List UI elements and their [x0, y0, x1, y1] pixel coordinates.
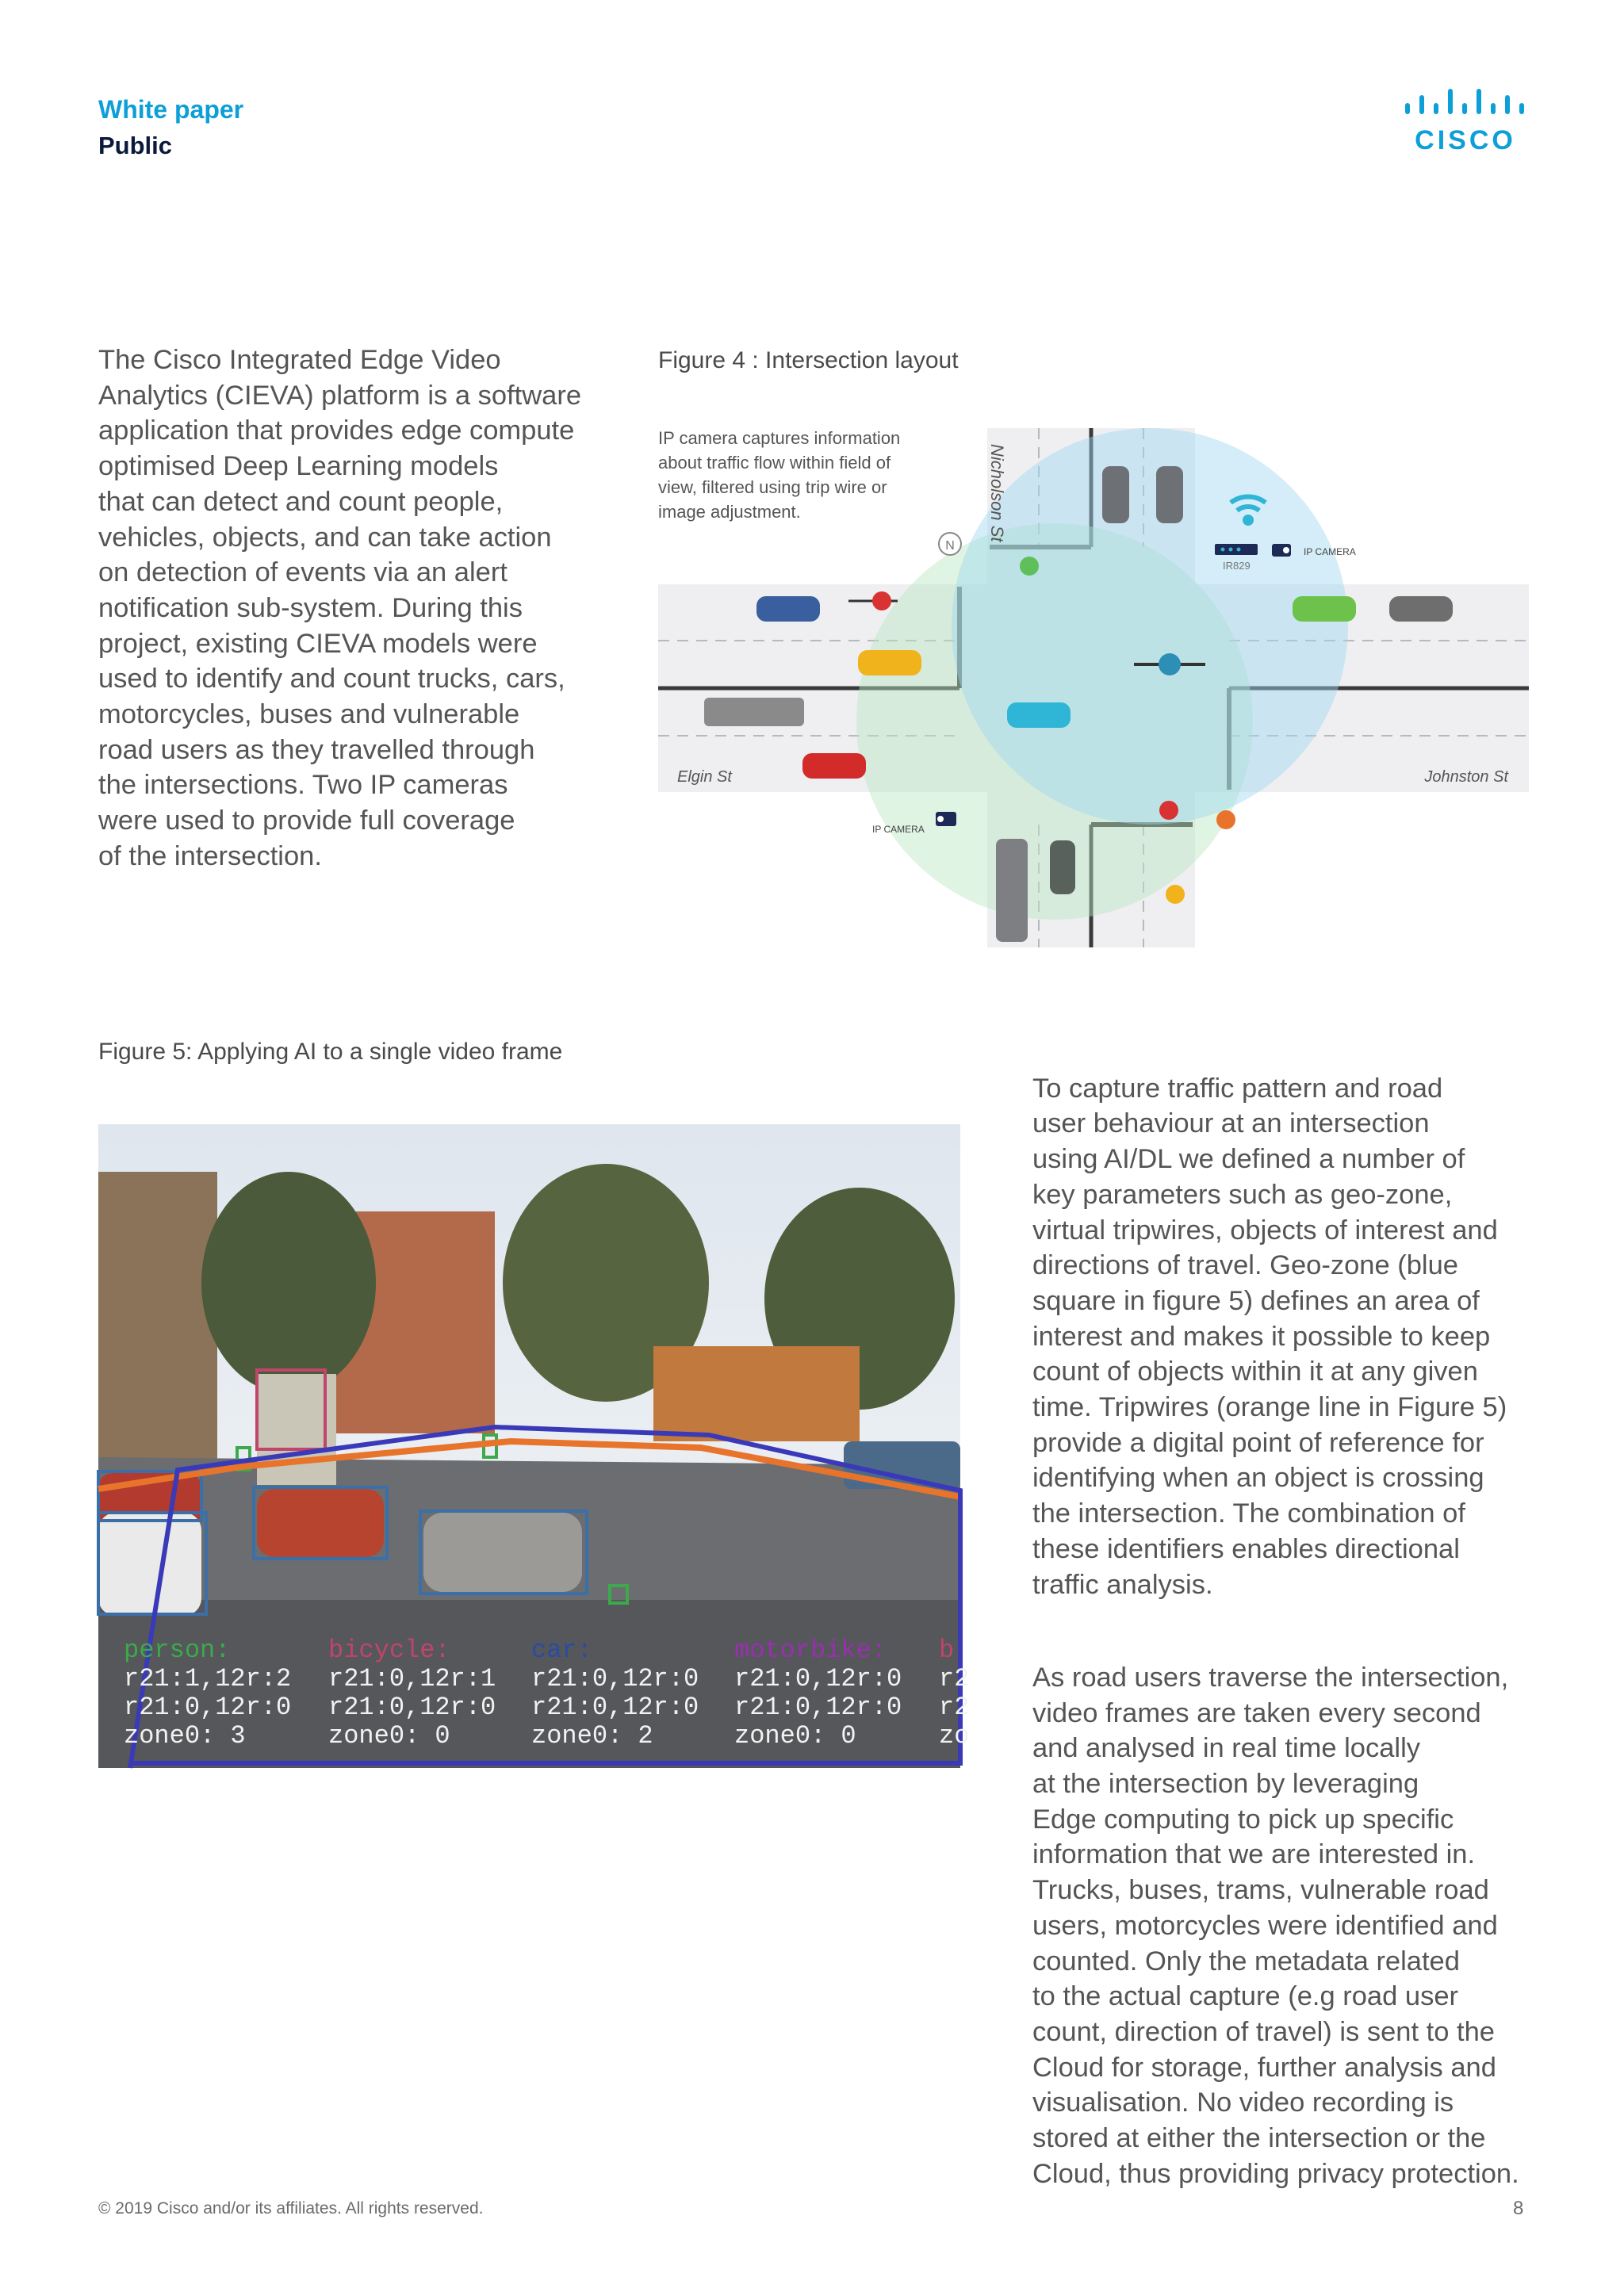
figure-4-caption: Figure 4 : Intersection layout — [658, 347, 959, 373]
figure-4-note-line-4: image adjustment. — [658, 502, 801, 522]
overlay-label-motorbike: motorbike: — [734, 1636, 887, 1665]
overlay-bicycle-zone: zone0: 0 — [328, 1721, 450, 1751]
car-white-left — [98, 1513, 201, 1616]
cyclist-south-icon — [1166, 885, 1185, 904]
street-label-nicholson: Nicholson St — [987, 444, 1007, 542]
truck-west — [704, 698, 804, 726]
overlay-car-zone: zone0: 2 — [531, 1721, 653, 1751]
overlay-bicycle-row-2: r21:0,12r:0 — [328, 1693, 496, 1722]
overlay-person-row-2: r21:0,12r:0 — [124, 1693, 292, 1722]
document-type: White paper — [98, 95, 244, 124]
building-right — [653, 1346, 860, 1441]
overlay-label-bicycle: bicycle: — [328, 1636, 450, 1665]
overlay-motorbike-row-1: r21:0,12r:0 — [734, 1664, 902, 1693]
cars-far-right — [844, 1441, 960, 1489]
overlay-truncated-row-1: r2 — [939, 1664, 970, 1693]
document-classification: Public — [98, 132, 173, 159]
svg-text:IP camera captures information — [658, 428, 905, 522]
pedestrian-north-icon — [1020, 557, 1039, 576]
figure-4-note-line-2: about traffic flow within field of — [658, 453, 891, 473]
overlay-truncated-zone: zo — [939, 1721, 970, 1751]
car-blue-west — [756, 596, 820, 622]
overlay-person-row-1: r21:1,12r:2 — [124, 1664, 292, 1693]
cisco-logo — [1402, 87, 1529, 154]
figure-4-note-line-3: view, filtered using trip wire or — [658, 477, 887, 497]
ip-camera-label-east: IP CAMERA — [1304, 546, 1356, 557]
overlay-label-car: car: — [531, 1636, 592, 1665]
ip-camera-icon-east — [1272, 544, 1291, 557]
overlay-car-row-2: r21:0,12r:0 — [531, 1693, 699, 1722]
ip-camera-icon-west — [936, 812, 956, 826]
overlay-truncated-row-2: r2 — [939, 1693, 970, 1722]
overlay-label-truncated: b — [939, 1636, 955, 1665]
ip-camera-label-west: IP CAMERA — [872, 824, 925, 835]
svg-text:N: N — [945, 539, 955, 553]
car-south — [1050, 840, 1075, 894]
car-green-east — [1293, 596, 1356, 622]
truck-south — [996, 839, 1028, 942]
car-north-1 — [1102, 466, 1129, 523]
right-column-text — [1032, 1035, 1540, 2249]
overlay-car-row-1: r21:0,12r:0 — [531, 1664, 699, 1693]
car-grey-centre — [423, 1513, 582, 1592]
car-grey-east — [1389, 596, 1453, 622]
camera-field-of-view-blue — [952, 428, 1348, 825]
router-icon — [1215, 544, 1258, 555]
overlay-person-zone: zone0: 3 — [124, 1721, 246, 1751]
overlay-motorbike-row-2: r21:0,12r:0 — [734, 1693, 902, 1722]
intersection-layout-diagram — [658, 428, 1529, 947]
overlay-motorbike-zone: zone0: 0 — [734, 1721, 856, 1751]
router-label: IR829 — [1223, 560, 1251, 572]
street-label-johnston: Johnston St — [1424, 768, 1508, 786]
car-north-2 — [1156, 466, 1183, 523]
pedestrian-east-orange-icon — [1216, 810, 1235, 829]
overlay-bicycle-row-1: r21:0,12r:1 — [328, 1664, 496, 1693]
figure-5-caption: Figure 5: Applying AI to a single video frame — [98, 1039, 563, 1065]
car-cyan-centre — [1007, 702, 1071, 728]
pedestrian-east-red-icon — [1159, 801, 1178, 820]
building-left — [98, 1172, 217, 1473]
footer-copyright: © 2019 Cisco and/or its affiliates. All rights reserved. — [98, 2199, 484, 2218]
ai-video-frame — [98, 1124, 970, 1768]
car-yellow-west — [858, 650, 921, 675]
compass-icon — [939, 533, 961, 555]
tree-left — [201, 1172, 376, 1394]
overlay-label-person: person: — [124, 1636, 231, 1665]
page-number: 8 — [1513, 2198, 1524, 2219]
cisco-logo-text: CISCO — [1415, 125, 1516, 155]
car-red-centre — [257, 1489, 384, 1557]
right-paragraph-1: To capture traffic pattern and road user behaviour at an intersection using AI/DL we defined a number of key parameters such as geo-zone, virtual tripwires, objects of interest and directions of travel. Geo-zone (blue square in figure 5) defines an area of interest and makes it possible to keep count of objects within it at any given time. Tripwires (orange line in Figure 5) provide a digital point of reference for identifying when an object is crossing the intersection. The combination of these identifiers enables directional traffic analysis. — [1032, 1073, 1507, 1600]
figure-4-note-line-1: IP camera captures information — [658, 428, 901, 448]
car-red-west — [802, 753, 866, 779]
street-label-elgin: Elgin St — [677, 768, 732, 786]
intro-paragraph: The Cisco Integrated Edge Video Analytics (CIEVA) platform is a software application that provides edge compute optimised Deep Learning models that can detect and count people, vehicles, objects, and can take action on detection of events via an alert notification sub-system. During this project, existing CIEVA models were used to identify and count trucks, cars, motorcycles, buses and vulnerable road users as they travelled through the intersections. Two IP cameras were used to provide full coverage of the intersection. — [98, 345, 582, 871]
right-paragraph-2: As road users traverse the intersection, video frames are taken every second and analysed in real time locally at the intersection by leveraging Edge computing to pick up specific information that we are interested in. Trucks, buses, trams, vulnerable road users, motorcycles were identified and counted. Only the metadata related to the actual capture (e.g road user count, direction of travel) is sent to the Cloud for storage, further analysis and visualisation. No video recording is stored at either the intersection or the Cloud, thus providing privacy protection. — [1032, 1662, 1519, 2189]
